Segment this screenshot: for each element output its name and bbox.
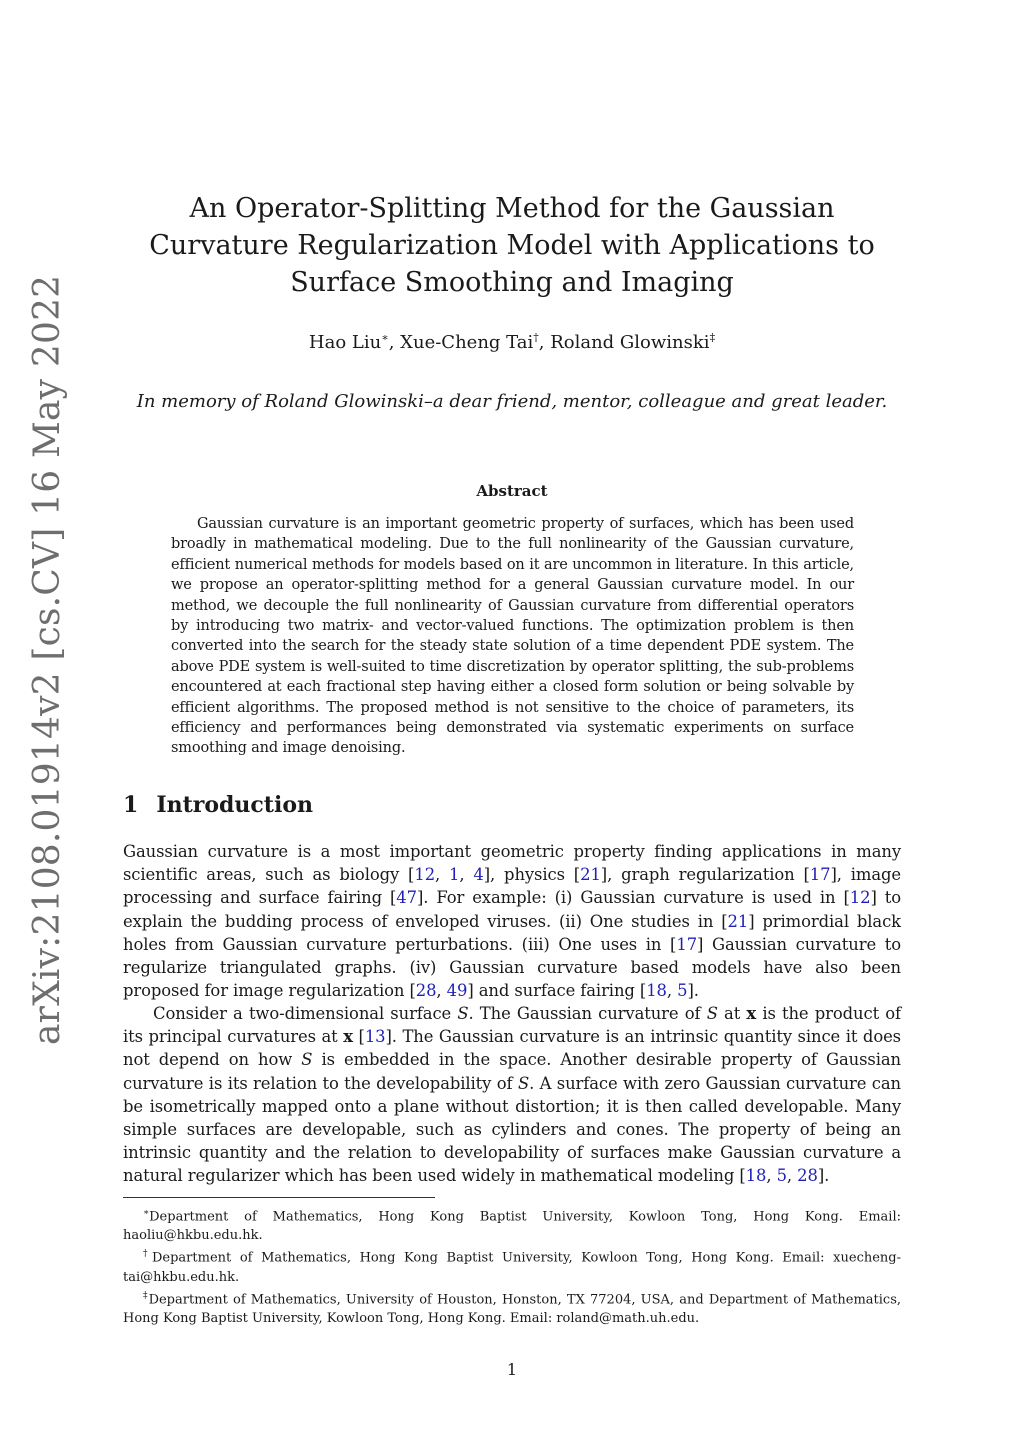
arxiv-identifier: arXiv:2108.01914v2 [cs.CV] 16 May 2022 [27,274,68,1045]
author-name: Hao Liu [308,332,382,353]
paper-title: An Operator-Splitting Method for the Gaussian Curvature Regularization Model with Applications to Surface Smoothing and Imaging [149,193,875,298]
intro-paragraph-2: Consider a two-dimensional surface S. The Gaussian curvature of S at x is the product of its principal curvatures at x [13]. The Gaussian curvature is an intrinsic quantity since it does not depend on how S is embedded in the space. Another desirable property of Gaussian curvature is its relation to the developability of S. A surface with zero Gaussian curvature can be isometrically mapped onto a plane without distortion; it is then called developable. Many simple surfaces are developable, such as cylinders and cones. The property of being an intrinsic quantity and the relation to developability of surfaces make Gaussian curvature a natural regularizer which has been used widely in mathematical modeling [18, 5, 28]. [123,1004,901,1186]
intro-paragraph-1: Gaussian curvature is a most important geometric property finding applications in many scientific areas, such as biology [12, 1, 4], physics [21], graph regularization [17], image processing and surface fairing [47]. For example: (i) Gaussian curvature is used in [12] to explain the budding process of enveloped viruses. (ii) One studies in [21] primordial black holes from Gaussian curvature perturbations. (iii) One uses in [17] Gaussian curvature to regularize triangulated graphs. (iv) Gaussian curvature based models have also been proposed for image regularization [28, 49] and surface fairing [18, 5]. [123,842,901,1001]
author-name: Roland Glowinski [550,332,710,353]
citation-link[interactable]: 1 [449,865,460,885]
math-symbol: S [517,1073,530,1093]
footnote [123,1287,901,1328]
citation-link[interactable]: 4 [473,865,484,885]
section-title: Introduction [156,792,313,818]
citation-link[interactable]: 28 [797,1166,818,1186]
citation-link[interactable]: 21 [580,865,601,885]
citation-link[interactable]: 47 [396,888,417,908]
math-symbol: S [706,1004,718,1023]
citation-link[interactable]: 5 [776,1166,787,1186]
section-number: 1 [123,792,139,818]
footnote-mark: ‡ [143,1290,149,1301]
citation-link[interactable]: 12 [849,888,871,908]
citation-link[interactable]: 17 [676,934,698,954]
footnote-text: Department of Mathematics, Hong Kong Baptist University, Kowloon Tong, Hong Kong. Email: haoliu@hkbu.edu.hk. [123,1209,901,1244]
author-name: Xue-Cheng Tai [400,332,534,353]
citation-link[interactable]: 21 [727,911,749,931]
footnote-text: Department of Mathematics, Hong Kong Baptist University, Kowloon Tong, Hong Kong. Email: xuecheng-tai@hkbu.edu.hk. [123,1250,902,1285]
math-symbol: x [746,1004,757,1023]
page-number: 1 [506,1360,518,1379]
footnote [123,1204,901,1245]
math-symbol: x [343,1027,353,1047]
abstract-heading: Abstract [476,482,548,500]
citation-link[interactable]: 13 [364,1027,386,1047]
citation-link[interactable]: 12 [414,865,436,885]
citation-link[interactable]: 5 [677,981,688,1001]
math-symbol: S [457,1004,469,1023]
footnote-text: Department of Mathematics, University of Houston, Honston, TX 77204, USA, and Department of Mathematics, Hong Kong Baptist University, Kowloon Tong, Hong Kong. Email: roland@math.uh.edu. [123,1291,902,1326]
footnote-divider [123,1197,435,1198]
dedication: In memory of Roland Glowinski–a dear friend, mentor, colleague and great leader. [136,391,888,412]
section-heading [123,792,313,818]
footnote-mark: † [143,1249,152,1260]
citation-link[interactable]: 28 [415,981,437,1001]
footnote-mark: ∗ [143,1208,150,1218]
author-list: Hao Liu∗, Xue-Cheng Tai†, Roland Glowinski‡ [308,331,716,353]
citation-link[interactable]: 49 [446,981,468,1001]
citation-link[interactable]: 17 [809,865,831,885]
footnotes [123,1204,901,1328]
abstract-text: Gaussian curvature is an important geometric property of surfaces, which has been used broadly in mathematical modeling. Due to the full nonlinearity of the Gaussian curvature, efficient numerical methods for models based on it are uncommon in literature. In this article, we propose an operator-splitting method for a general Gaussian curvature model. In our method, we decouple the full nonlinearity of Gaussian curvature from differential operators by introducing two matrix- and vector-valued functions. The optimization problem is then converted into the search for the steady state solution of a time dependent PDE system. The above PDE system is well-suited to time discretization by operator splitting, the sub-problems encountered at each fractional step having either a closed form solution or being solvable by efficient algorithms. The proposed method is not sensitive to the choice of parameters, its efficiency and performances being demonstrated via systematic experiments on surface smoothing and image denoising. [171,516,854,757]
author-footnote-mark[interactable]: ‡ [709,331,716,344]
author-footnote-mark[interactable]: † [533,331,539,344]
citation-link[interactable]: 18 [646,981,667,1001]
footnote [123,1245,901,1286]
author-footnote-mark[interactable]: ∗ [381,331,389,344]
citation-link[interactable]: 18 [745,1166,767,1186]
math-symbol: S [301,1050,313,1070]
